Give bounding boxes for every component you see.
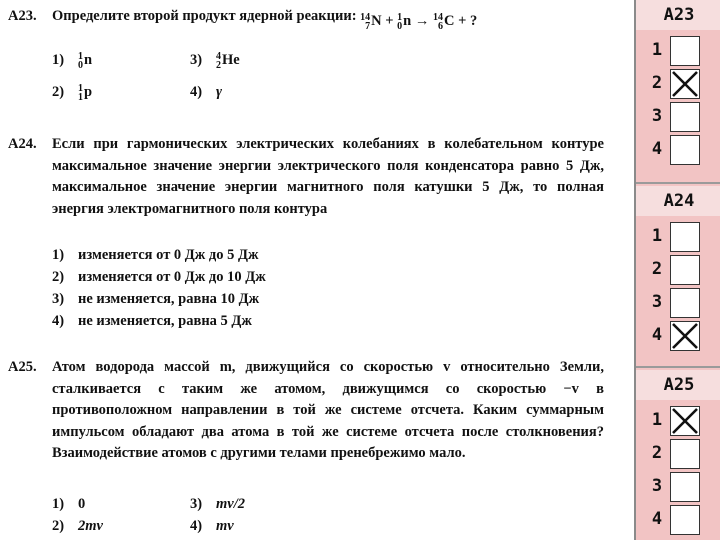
answer-group-title-a23: A23 (636, 0, 720, 30)
option-a24-3: 3) не изменяется, равна 10 Дж (52, 291, 260, 307)
answer-checkbox[interactable] (670, 505, 700, 535)
option-a25-2: 2) 2mv (52, 518, 103, 534)
question-text: Если при гармонических электрических колебаниях в колебательном контуре максимальное значение энергии электрического поля конденсатора равно 5 Дж, максимальное значение энергии магнитного поля катушки 5 Дж, то полная энергия электромагнитного поля контура (52, 136, 604, 217)
answer-row-a23-4[interactable] (636, 135, 720, 165)
answer-row-a25-1[interactable] (636, 406, 720, 436)
answer-label: 1 (651, 410, 663, 430)
answer-checkbox[interactable] (670, 321, 700, 351)
answer-label: 4 (651, 139, 663, 159)
check-mark-icon (671, 407, 699, 435)
answer-row-a24-1[interactable] (636, 222, 720, 252)
answer-checkbox[interactable] (670, 288, 700, 318)
option-a25-4: 4) mv (190, 518, 234, 534)
answer-label: 1 (651, 226, 663, 246)
answer-row-a23-1[interactable] (636, 36, 720, 66)
answer-checkbox[interactable] (670, 69, 700, 99)
answer-group-title-a25: A25 (636, 370, 720, 400)
answer-label: 1 (651, 40, 663, 60)
answer-label: 2 (651, 443, 663, 463)
answer-label: 2 (651, 259, 663, 279)
answer-label: 3 (651, 292, 663, 312)
nuclear-reaction: 14 7 N + 1 0 n → 14 6 C + ? (360, 12, 478, 32)
option-a23-4: 4) γ (190, 84, 223, 100)
panel-divider (636, 182, 720, 184)
answer-label: 4 (651, 509, 663, 529)
question-text: Определите второй продукт ядерной реакции: 14 7 N + 1 0 n → 14 6 C + ? (52, 8, 478, 32)
option-a24-1: 1) изменяется от 0 Дж до 5 Дж (52, 247, 259, 263)
answer-row-a25-4[interactable] (636, 505, 720, 535)
question-text: Атом водорода массой m, движущийся со скоростью v относительно Земли, сталкивается с таким же атомом, движущимся со скоростью −v в противоположном направлении в той же системе отсчета. Каким суммарным импульсом обладают два атома в той же системе отсчета после столкновения? Взаимодействие атомов с другими телами пренебрежимо мало. (52, 359, 604, 461)
option-a23-2: 2) 1 1 p (52, 82, 93, 103)
answer-checkbox[interactable] (670, 102, 700, 132)
answer-row-a24-4[interactable] (636, 321, 720, 351)
answer-checkbox[interactable] (670, 472, 700, 502)
answer-label: 2 (651, 73, 663, 93)
option-a23-3: 3) 4 2 He (190, 50, 240, 71)
answer-checkbox[interactable] (670, 439, 700, 469)
option-a25-3: 3) mv/2 (190, 496, 245, 512)
answer-row-a25-3[interactable] (636, 472, 720, 502)
answer-checkbox[interactable] (670, 406, 700, 436)
answer-label: 3 (651, 106, 663, 126)
answer-row-a24-2[interactable] (636, 255, 720, 285)
answer-group-title-a24: A24 (636, 186, 720, 216)
option-a25-1: 1) 0 (52, 496, 86, 512)
option-a24-2: 2) изменяется от 0 Дж до 10 Дж (52, 269, 266, 285)
answer-row-a23-3[interactable] (636, 102, 720, 132)
check-mark-icon (671, 322, 699, 350)
option-a24-4: 4) не изменяется, равна 5 Дж (52, 313, 252, 329)
answer-label: 3 (651, 476, 663, 496)
answer-row-a24-3[interactable] (636, 288, 720, 318)
answer-checkbox[interactable] (670, 135, 700, 165)
question-number: A24. (8, 136, 37, 152)
answer-panel (634, 0, 720, 540)
answer-checkbox[interactable] (670, 222, 700, 252)
answer-row-a25-2[interactable] (636, 439, 720, 469)
check-mark-icon (671, 70, 699, 98)
panel-divider (636, 366, 720, 368)
answer-checkbox[interactable] (670, 36, 700, 66)
question-number: A23. (8, 8, 37, 24)
option-a23-1: 1) 1 0 n (52, 50, 93, 71)
answer-checkbox[interactable] (670, 255, 700, 285)
question-number: A25. (8, 359, 37, 375)
answer-label: 4 (651, 325, 663, 345)
answer-row-a23-2[interactable] (636, 69, 720, 99)
